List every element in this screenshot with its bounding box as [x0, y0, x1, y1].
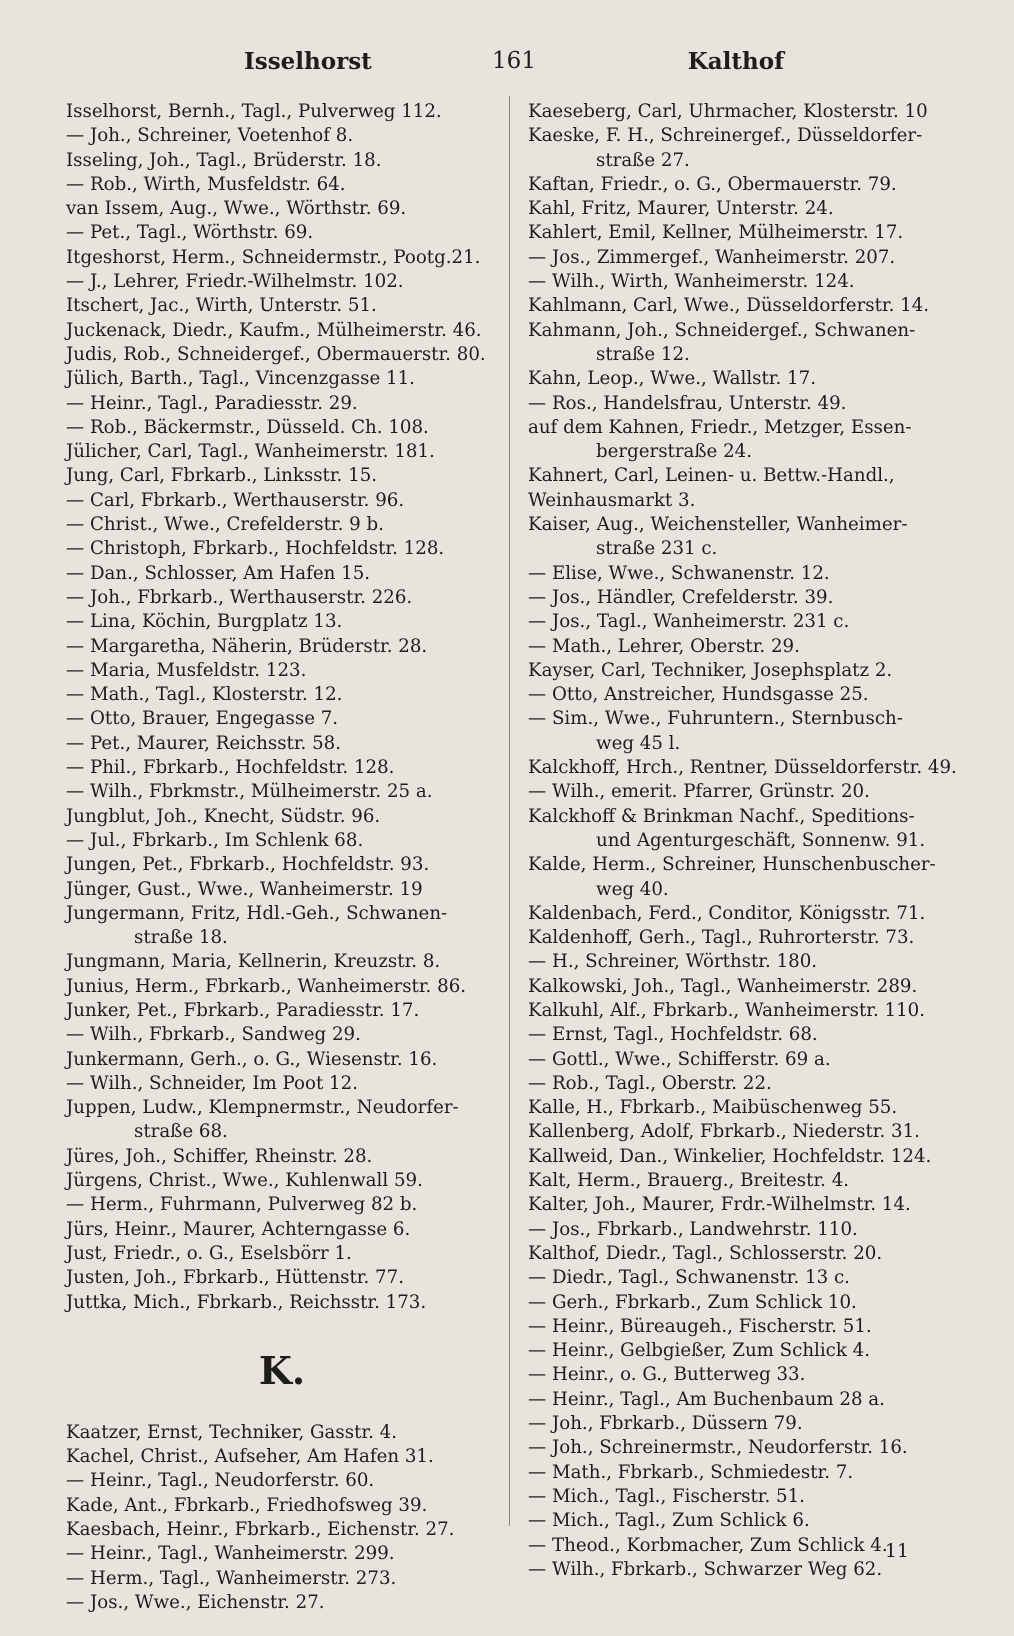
directory-entry: Kaesbach, Heinr., Fbrkarb., Eichenstr. 27. [66, 1519, 455, 1541]
left-entry-list [66, 100, 498, 1315]
directory-entry: straße 68. [134, 1121, 228, 1143]
directory-entry: Junkermann, Gerh., o. G., Wiesenstr. 16. [66, 1048, 438, 1070]
directory-entry: Jungblut, Joh., Knecht, Südstr. 96. [66, 805, 381, 827]
directory-entry: — Sim., Wwe., Fuhruntern., Sternbusch- [528, 708, 903, 730]
directory-entry: — Mich., Tagl., Zum Schlick 6. [528, 1510, 810, 1532]
right-entry-list [528, 100, 968, 1582]
directory-entry: — Rob., Wirth, Musfeldstr. 64. [66, 173, 346, 195]
directory-entry: — Phil., Fbrkarb., Hochfeldstr. 128. [66, 757, 395, 779]
directory-entry: — Heinr., Tagl., Paradiesstr. 29. [66, 392, 358, 414]
header-right-keyword: Kalthof [687, 48, 784, 75]
directory-entry: — Math., Fbrkarb., Schmiedestr. 7. [528, 1461, 854, 1483]
directory-entry: Juckenack, Diedr., Kaufm., Mülheimerstr. 46. [66, 319, 482, 341]
left-column [66, 100, 498, 1615]
directory-entry: Jünger, Gust., Wwe., Wanheimerstr. 19 [66, 878, 423, 900]
directory-entry: und Agenturgeschäft, Sonnenw. 91. [596, 829, 926, 851]
directory-entry: auf dem Kahnen, Friedr., Metzger, Essen- [528, 416, 912, 438]
page-header [64, 44, 964, 84]
directory-entry: — Christ., Wwe., Crefelderstr. 9 b. [66, 514, 384, 536]
directory-entry: Jung, Carl, Fbrkarb., Linksstr. 15. [66, 465, 378, 487]
directory-entry: Kahlert, Emil, Kellner, Mülheimerstr. 17. [528, 222, 904, 244]
directory-entry: — H., Schreiner, Wörthstr. 180. [528, 951, 818, 973]
directory-entry: Kaeseberg, Carl, Uhrmacher, Klosterstr. 10 [528, 101, 928, 122]
directory-entry: weg 40. [596, 878, 669, 900]
directory-entry: Isseling, Joh., Tagl., Brüderstr. 18. [66, 149, 382, 171]
directory-entry: — Heinr., Büreaugeh., Fischerstr. 51. [528, 1315, 872, 1337]
directory-entry: Kalkuhl, Alf., Fbrkarb., Wanheimerstr. 110. [528, 999, 926, 1021]
directory-entry: — Math., Lehrer, Oberstr. 29. [528, 635, 800, 657]
directory-entry: — Ernst, Tagl., Hochfeldstr. 68. [528, 1024, 818, 1046]
right-column [528, 100, 968, 1582]
directory-entry: Jungermann, Fritz, Hdl.-Geh., Schwanen- [66, 902, 448, 924]
directory-entry: van Issem, Aug., Wwe., Wörthstr. 69. [66, 198, 407, 220]
directory-entry: — Theod., Korbmacher, Zum Schlick 4. [528, 1534, 888, 1556]
directory-entry: — Heinr., Tagl., Am Buchenbaum 28 a. [528, 1388, 885, 1410]
directory-entry: — Elise, Wwe., Schwanenstr. 12. [528, 562, 830, 584]
directory-entry: — Joh., Schreiner, Voetenhof 8. [66, 125, 354, 147]
directory-entry: Jüres, Joh., Schiffer, Rheinstr. 28. [66, 1145, 373, 1167]
directory-entry: Kalde, Herm., Schreiner, Hunschenbuscher- [528, 854, 936, 876]
directory-entry: Kahlmann, Carl, Wwe., Düsseldorferstr. 14. [528, 295, 930, 317]
header-left-keyword: Isselhorst [244, 48, 372, 75]
directory-entry: Kallweid, Dan., Winkelier, Hochfeldstr. 124. [528, 1145, 932, 1167]
directory-entry: Kachel, Christ., Aufseher, Am Hafen 31. [66, 1446, 434, 1468]
directory-entry: — Jos., Händler, Crefelderstr. 39. [528, 586, 834, 608]
directory-entry: Weinhausmarkt 3. [528, 489, 696, 511]
page-number: 161 [492, 48, 536, 74]
directory-entry: Kahl, Fritz, Maurer, Unterstr. 24. [528, 198, 834, 220]
directory-entry: — Wilh., Wirth, Wanheimerstr. 124. [528, 271, 855, 293]
directory-entry: Kade, Ant., Fbrkarb., Friedhofsweg 39. [66, 1494, 428, 1516]
directory-entry: — Jos., Wwe., Eichenstr. 27. [66, 1591, 325, 1613]
directory-entry: Jungmann, Maria, Kellnerin, Kreuzstr. 8. [66, 951, 441, 973]
directory-entry: Jungen, Pet., Fbrkarb., Hochfeldstr. 93. [66, 854, 430, 876]
directory-entry: Kalt, Herm., Brauerg., Breitestr. 4. [528, 1170, 850, 1192]
directory-entry: — Wilh., Fbrkarb., Sandweg 29. [66, 1024, 361, 1046]
directory-entry: — Joh., Fbrkarb., Düssern 79. [528, 1413, 803, 1435]
section-letter: K. [258, 1347, 306, 1393]
directory-entry: Isselhorst, Bernh., Tagl., Pulverweg 112. [66, 101, 442, 122]
directory-entry: — Heinr., o. G., Butterweg 33. [528, 1364, 806, 1386]
directory-entry: Kalle, H., Fbrkarb., Maibüschenweg 55. [528, 1097, 898, 1119]
directory-entry: Kalckhoff, Hrch., Rentner, Düsseldorferstr. 49. [528, 757, 957, 779]
directory-entry: — Herm., Tagl., Wanheimerstr. 273. [66, 1567, 397, 1589]
directory-entry: Kahn, Leop., Wwe., Wallstr. 17. [528, 368, 816, 390]
directory-entry: — Wilh., Fbrkmstr., Mülheimerstr. 25 a. [66, 781, 433, 803]
directory-entry: — Wilh., emerit. Pfarrer, Grünstr. 20. [528, 781, 870, 803]
directory-entry: — Math., Tagl., Klosterstr. 12. [66, 684, 343, 706]
directory-entry: bergerstraße 24. [596, 441, 752, 463]
directory-entry: straße 27. [596, 149, 690, 171]
directory-entry: — Ros., Handelsfrau, Unterstr. 49. [528, 392, 847, 414]
directory-entry: Juppen, Ludw., Klempnermstr., Neudorfer- [66, 1097, 459, 1119]
directory-entry: — Jos., Tagl., Wanheimerstr. 231 c. [528, 611, 850, 633]
left-k-entry-list [66, 1421, 498, 1615]
directory-entry: straße 231 c. [596, 538, 718, 560]
directory-entry: Jürs, Heinr., Maurer, Achterngasse 6. [66, 1218, 411, 1240]
directory-entry: Kalkowski, Joh., Tagl., Wanheimerstr. 289. [528, 975, 918, 997]
directory-entry: straße 12. [596, 343, 690, 365]
directory-entry: — Rob., Bäckermstr., Düsseld. Ch. 108. [66, 416, 429, 438]
directory-entry: — Jul., Fbrkarb., Im Schlenk 68. [66, 829, 364, 851]
directory-entry: — Pet., Maurer, Reichsstr. 58. [66, 732, 342, 754]
directory-entry: — Christoph, Fbrkarb., Hochfeldstr. 128. [66, 538, 445, 560]
directory-entry: — Wilh., Schneider, Im Poot 12. [66, 1072, 358, 1094]
directory-entry: — Gerh., Fbrkarb., Zum Schlick 10. [528, 1291, 857, 1313]
directory-entry: — Jos., Fbrkarb., Landwehrstr. 110. [528, 1218, 858, 1240]
directory-entry: Kahnert, Carl, Leinen- u. Bettw.-Handl., [528, 465, 895, 487]
directory-entry: Kaldenbach, Ferd., Conditor, Königsstr. 71. [528, 902, 926, 924]
column-divider [509, 96, 510, 1526]
directory-entry: — Maria, Musfeldstr. 123. [66, 659, 307, 681]
directory-entry: Kalter, Joh., Maurer, Frdr.-Wilhelmstr. 14. [528, 1194, 911, 1216]
directory-entry: Kaatzer, Ernst, Techniker, Gasstr. 4. [66, 1421, 397, 1443]
directory-entry: — Pet., Tagl., Wörthstr. 69. [66, 222, 314, 244]
directory-entry: Jülicher, Carl, Tagl., Wanheimerstr. 181. [66, 441, 435, 463]
directory-entry: — Otto, Brauer, Engegasse 7. [66, 708, 339, 730]
directory-entry: straße 18. [134, 927, 228, 949]
directory-entry: — Wilh., Fbrkarb., Schwarzer Weg 62. [528, 1558, 883, 1580]
directory-entry: Kaldenhoff, Gerh., Tagl., Ruhrorterstr. 73. [528, 927, 915, 949]
directory-entry: Junker, Pet., Fbrkarb., Paradiesstr. 17. [66, 999, 420, 1021]
directory-entry: — Joh., Fbrkarb., Werthauserstr. 226. [66, 586, 413, 608]
directory-entry: — Heinr., Gelbgießer, Zum Schlick 4. [528, 1340, 871, 1362]
directory-entry: Junius, Herm., Fbrkarb., Wanheimerstr. 86. [66, 975, 467, 997]
directory-entry: Just, Friedr., o. G., Eselsbörr 1. [66, 1242, 352, 1264]
directory-entry: — Carl, Fbrkarb., Werthauserstr. 96. [66, 489, 405, 511]
directory-entry: Judis, Rob., Schneidergef., Obermauerstr. 80. [66, 343, 486, 365]
directory-entry: — Heinr., Tagl., Neudorferstr. 60. [66, 1470, 375, 1492]
directory-entry: — Dan., Schlosser, Am Hafen 15. [66, 562, 371, 584]
directory-entry: Itgeshorst, Herm., Schneidermstr., Pootg.21. [66, 246, 481, 268]
directory-entry: weg 45 l. [596, 732, 681, 754]
directory-entry: Jülich, Barth., Tagl., Vincenzgasse 11. [66, 368, 415, 390]
sheet-signature: 11 [884, 1540, 909, 1562]
directory-entry: Kayser, Carl, Techniker, Josephsplatz 2. [528, 659, 893, 681]
directory-entry: — Lina, Köchin, Burgplatz 13. [66, 611, 343, 633]
directory-entry: — Diedr., Tagl., Schwanenstr. 13 c. [528, 1267, 850, 1289]
directory-entry: Jürgens, Christ., Wwe., Kuhlenwall 59. [66, 1170, 423, 1192]
directory-entry: — Jos., Zimmergef., Wanheimerstr. 207. [528, 246, 896, 268]
directory-entry: Kaeske, F. H., Schreinergef., Düsseldorfer- [528, 125, 923, 147]
directory-entry: Kahmann, Joh., Schneidergef., Schwanen- [528, 319, 916, 341]
directory-entry: — J., Lehrer, Friedr.-Wilhelmstr. 102. [66, 271, 404, 293]
directory-entry: Justen, Joh., Fbrkarb., Hüttenstr. 77. [66, 1267, 404, 1289]
directory-entry: — Joh., Schreinermstr., Neudorferstr. 16. [528, 1437, 908, 1459]
directory-entry: — Mich., Tagl., Fischerstr. 51. [528, 1485, 805, 1507]
directory-entry: — Otto, Anstreicher, Hundsgasse 25. [528, 684, 869, 706]
directory-entry: Juttka, Mich., Fbrkarb., Reichsstr. 173. [66, 1291, 427, 1313]
directory-entry: Kaftan, Friedr., o. G., Obermauerstr. 79. [528, 173, 897, 195]
directory-entry: Kalckhoff & Brinkman Nachf., Speditions- [528, 805, 915, 827]
directory-entry: Kallenberg, Adolf, Fbrkarb., Niederstr. 31. [528, 1121, 920, 1143]
directory-entry: — Margaretha, Näherin, Brüderstr. 28. [66, 635, 428, 657]
directory-entry: Kaiser, Aug., Weichensteller, Wanheimer- [528, 514, 908, 536]
directory-entry: — Gottl., Wwe., Schifferstr. 69 a. [528, 1048, 831, 1070]
directory-entry: Itschert, Jac., Wirth, Unterstr. 51. [66, 295, 377, 317]
directory-entry: — Herm., Fuhrmann, Pulverweg 82 b. [66, 1194, 418, 1216]
directory-entry: Kalthof, Diedr., Tagl., Schlosserstr. 20. [528, 1242, 883, 1264]
directory-entry: — Rob., Tagl., Oberstr. 22. [528, 1072, 772, 1094]
directory-entry: — Heinr., Tagl., Wanheimerstr. 299. [66, 1543, 395, 1565]
